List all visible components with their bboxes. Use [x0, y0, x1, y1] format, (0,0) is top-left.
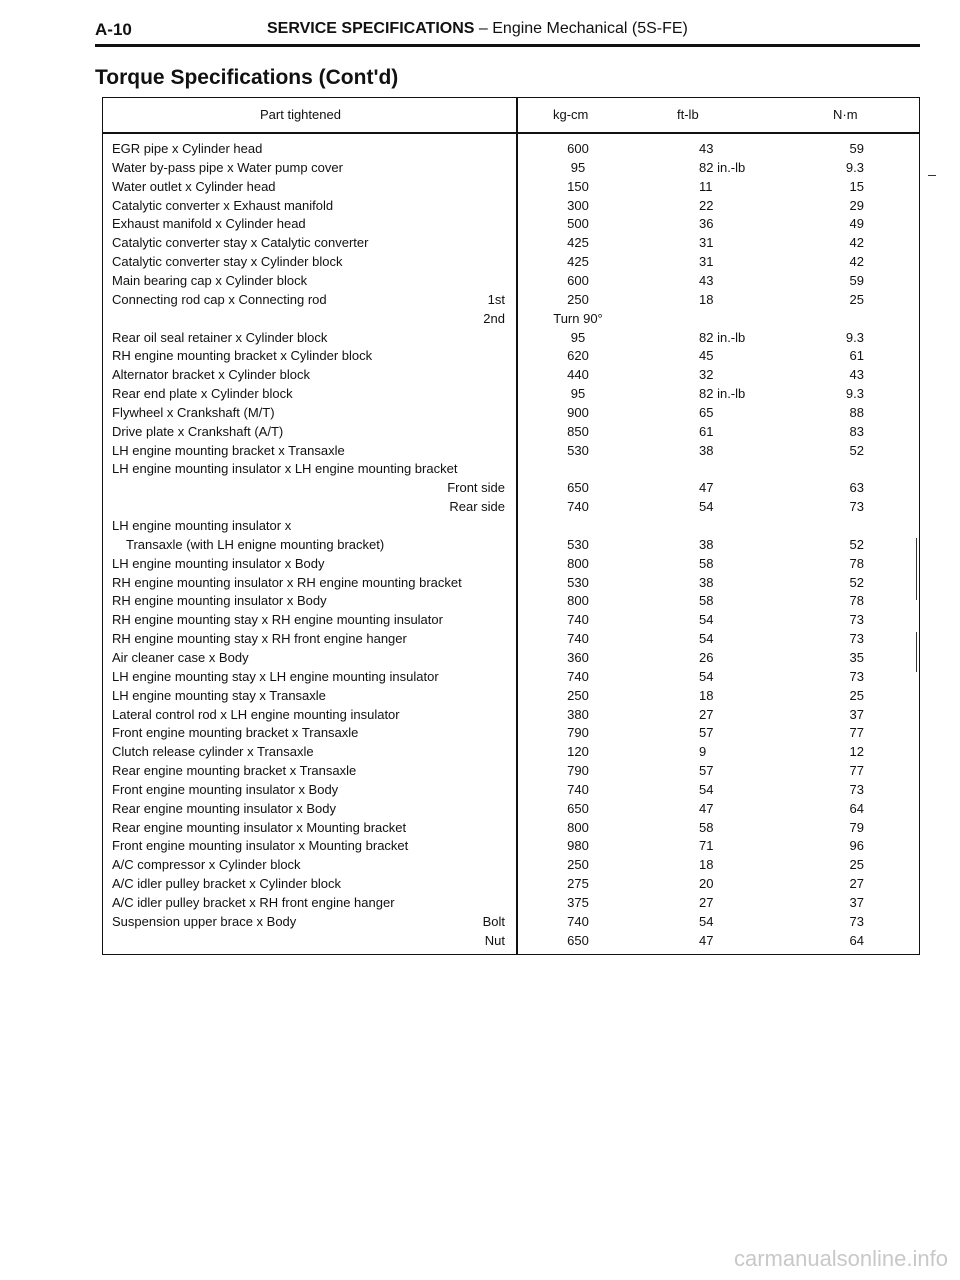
value-kgcm: 800: [567, 819, 589, 835]
value-nm: 25: [849, 687, 864, 703]
part-name: A/C idler pulley bracket x Cylinder block: [112, 876, 342, 892]
table-row: [0, 782, 960, 801]
table-row: [0, 575, 960, 594]
value-nm: 78: [849, 555, 864, 571]
value-kgcm: 275: [567, 876, 589, 892]
value-ftlb: 26: [699, 649, 714, 665]
value-kgcm: 95: [570, 329, 586, 345]
value-kgcm: 740: [567, 499, 589, 515]
value-nm: 73: [849, 499, 864, 515]
value-ftlb: 20: [699, 876, 714, 892]
value-nm: 35: [849, 649, 864, 665]
value-ftlb: 22: [699, 197, 714, 213]
table-row: [0, 556, 960, 575]
table-row: [0, 443, 960, 462]
value-kgcm: 360: [567, 649, 589, 665]
table-row: [0, 216, 960, 235]
part-name: Air cleaner case x Body: [112, 649, 249, 665]
part-name: Catalytic converter stay x Cylinder block: [112, 254, 343, 270]
table-row: [0, 763, 960, 782]
value-ftlb: 38: [699, 442, 714, 458]
table-row: [0, 933, 960, 952]
value-nm: 42: [849, 235, 864, 251]
value-nm: 73: [849, 668, 864, 684]
table-row: [0, 801, 960, 820]
value-nm: 73: [849, 612, 864, 628]
part-name: Water outlet x Cylinder head: [112, 178, 276, 194]
header-title-bold: SERVICE SPECIFICATIONS: [267, 20, 475, 37]
value-kgcm: 120: [567, 744, 589, 760]
header-ftlb: ft-lb: [677, 107, 699, 122]
table-row: [0, 292, 960, 311]
value-nm: 88: [849, 404, 864, 420]
value-ftlb: 18: [699, 687, 714, 703]
value-nm: 49: [849, 216, 864, 232]
value-nm: 83: [849, 423, 864, 439]
table-row: [0, 499, 960, 518]
value-kgcm: 650: [567, 800, 589, 816]
table-row: [0, 744, 960, 763]
part-stage: Front side: [447, 480, 505, 496]
table-row: [0, 669, 960, 688]
part-name: LH engine mounting insulator x Body: [112, 555, 325, 571]
part-name: Front engine mounting insulator x Mounting bracket: [112, 838, 409, 854]
part-name: Front engine mounting insulator x Body: [112, 781, 339, 797]
value-kgcm: 740: [567, 668, 589, 684]
table-row: [0, 424, 960, 443]
table-row: [0, 461, 960, 480]
value-ftlb: 57: [699, 725, 714, 741]
value-ftlb: 11: [699, 178, 713, 194]
value-kgcm: 425: [567, 235, 589, 251]
part-name: LH engine mounting insulator x: [112, 518, 292, 533]
value-ftlb: 54: [699, 612, 714, 628]
value-ftlb: 38: [699, 574, 714, 590]
value-nm: 59: [849, 141, 864, 156]
part-name: Main bearing cap x Cylinder block: [112, 272, 308, 288]
table-row: [0, 876, 960, 895]
value-kgcm: 500: [567, 216, 589, 232]
part-name: LH engine mounting insulator x LH engine mounting bracket: [112, 461, 458, 477]
value-kgcm: 250: [567, 857, 589, 873]
value-kgcm: 250: [567, 291, 589, 307]
value-kgcm: 530: [567, 536, 589, 552]
value-kgcm: 95: [570, 159, 586, 175]
part-name: RH engine mounting insulator x RH engine mounting bracket: [112, 574, 462, 590]
value-kgcm: 900: [567, 404, 589, 420]
table-row: [0, 838, 960, 857]
value-kgcm: 440: [567, 367, 589, 383]
margin-bar: [916, 632, 917, 672]
value-kgcm: 740: [567, 631, 589, 647]
part-name: Catalytic converter stay x Catalytic converter: [112, 235, 369, 251]
value-nm: 42: [849, 254, 864, 270]
table-row: [0, 820, 960, 839]
value-ftlb: 82 in.-lb: [699, 386, 746, 402]
watermark: carmanualsonline.info: [733, 1246, 948, 1271]
value-ftlb: 43: [699, 141, 714, 156]
part-stage: 2nd: [483, 310, 505, 326]
part-name: RH engine mounting stay x RH engine mounting insulator: [112, 612, 443, 628]
part-name: Transaxle (with LH enigne mounting bracket): [126, 536, 385, 552]
value-nm: 79: [849, 819, 864, 835]
page-header: [95, 20, 920, 46]
table-row: [0, 895, 960, 914]
part-stage: Nut: [484, 932, 505, 948]
part-stage: 1st: [487, 291, 505, 307]
part-name: LH engine mounting stay x LH engine mounting insulator: [112, 668, 439, 684]
margin-bar: [916, 538, 917, 600]
part-name: Water by-pass pipe x Water pump cover: [112, 159, 343, 175]
part-name: Exhaust manifold x Cylinder head: [112, 216, 306, 232]
value-nm: 73: [849, 781, 864, 797]
value-kgcm: 790: [567, 763, 589, 779]
value-ftlb: 82 in.-lb: [699, 329, 746, 345]
part-name: Suspension upper brace x Body: [112, 913, 297, 929]
value-nm: 52: [849, 574, 864, 590]
value-kgcm: 95: [570, 386, 586, 402]
value-nm: 15: [849, 178, 864, 194]
value-kgcm: 800: [567, 593, 589, 609]
part-name: Alternator bracket x Cylinder block: [112, 367, 310, 383]
value-kgcm: 740: [567, 612, 589, 628]
value-ftlb: 71: [699, 838, 714, 854]
page-number: A-10: [95, 20, 132, 39]
value-ftlb: 31: [699, 235, 714, 251]
value-nm: 96: [849, 838, 864, 854]
table-row: [0, 914, 960, 933]
part-name: Catalytic converter x Exhaust manifold: [112, 197, 334, 213]
value-ftlb: 47: [699, 932, 714, 948]
value-kgcm: 600: [567, 272, 589, 288]
part-name: Rear engine mounting insulator x Mounting bracket: [112, 819, 407, 835]
value-ftlb: 27: [699, 706, 714, 722]
table-row: [0, 198, 960, 217]
value-nm: 64: [849, 800, 864, 816]
value-ftlb: 82 in.-lb: [699, 159, 746, 175]
value-nm: 77: [849, 725, 864, 741]
part-name: LH engine mounting bracket x Transaxle: [112, 442, 345, 458]
part-name: RH engine mounting bracket x Cylinder block: [112, 348, 373, 364]
table-row: [0, 707, 960, 726]
value-nm: 25: [849, 857, 864, 873]
table-row: [0, 593, 960, 612]
table-row: [0, 688, 960, 707]
value-ftlb: 58: [699, 819, 714, 835]
value-kgcm: 380: [567, 706, 589, 722]
value-nm: 52: [849, 536, 864, 552]
value-kgcm: 800: [567, 555, 589, 571]
part-name: A/C idler pulley bracket x RH front engine hanger: [112, 895, 395, 910]
value-nm: 9.3: [845, 329, 864, 345]
margin-mark: [928, 175, 936, 176]
table-row: [0, 254, 960, 273]
part-stage: Bolt: [482, 913, 505, 929]
table-row: [0, 725, 960, 744]
table-row: [0, 367, 960, 386]
value-ftlb: 58: [699, 555, 714, 571]
value-kgcm: 850: [567, 423, 589, 439]
part-name: RH engine mounting insulator x Body: [112, 593, 327, 609]
part-name: Connecting rod cap x Connecting rod: [112, 291, 327, 307]
table-row: [0, 612, 960, 631]
value-nm: 63: [849, 480, 864, 496]
part-name: Rear engine mounting bracket x Transaxle: [112, 763, 357, 779]
table-row: [0, 311, 960, 330]
value-kgcm: 600: [567, 141, 589, 156]
value-ftlb: 47: [699, 480, 714, 496]
value-ftlb: 57: [699, 763, 714, 779]
value-ftlb: 54: [699, 781, 714, 797]
section-title: Torque Specifications (Cont'd): [95, 66, 399, 89]
value-ftlb: 43: [699, 272, 714, 288]
header-kgcm: kg-cm: [553, 107, 589, 122]
table-row: [0, 631, 960, 650]
table-header-divider: [102, 132, 920, 134]
value-nm: 37: [849, 706, 864, 722]
value-nm: 12: [849, 744, 864, 760]
part-name: Lateral control rod x LH engine mounting insulator: [112, 706, 400, 722]
value-kgcm: 530: [567, 442, 589, 458]
header-part-tightened: Part tightened: [260, 107, 341, 122]
value-ftlb: 45: [699, 348, 714, 364]
value-ftlb: 9: [699, 744, 707, 760]
header-title-rest: – Engine Mechanical (5S-FE): [474, 20, 688, 37]
part-name: A/C compressor x Cylinder block: [112, 857, 301, 873]
value-nm: 73: [849, 631, 864, 647]
value-kgcm: 530: [567, 574, 589, 590]
value-ftlb: 38: [699, 536, 714, 552]
part-name: EGR pipe x Cylinder head: [112, 141, 263, 156]
part-name: Flywheel x Crankshaft (M/T): [112, 404, 275, 420]
value-nm: 27: [849, 876, 864, 892]
value-ftlb: 54: [699, 913, 714, 929]
header-title: [267, 20, 688, 38]
table-row: [0, 518, 960, 537]
value-ftlb: 54: [699, 499, 714, 515]
value-nm: 59: [849, 272, 864, 288]
table-row: [0, 405, 960, 424]
value-nm: 52: [849, 442, 864, 458]
table-row: [0, 857, 960, 876]
value-ftlb: 58: [699, 593, 714, 609]
value-nm: 29: [849, 197, 864, 213]
value-kgcm: 790: [567, 725, 589, 741]
value-nm: 78: [849, 593, 864, 609]
value-nm: 25: [849, 291, 864, 307]
table-row: [0, 141, 960, 160]
value-kgcm: 425: [567, 254, 589, 270]
value-nm: 64: [849, 932, 864, 948]
value-ftlb: 18: [699, 291, 714, 307]
value-ftlb: 54: [699, 631, 714, 647]
value-ftlb: 65: [699, 404, 714, 420]
part-name: RH engine mounting stay x RH front engine hanger: [112, 631, 407, 647]
part-name: Rear end plate x Cylinder block: [112, 386, 293, 402]
part-name: Rear engine mounting insulator x Body: [112, 800, 337, 816]
part-name: Front engine mounting bracket x Transaxle: [112, 725, 359, 741]
table-row: [0, 348, 960, 367]
table-row: [0, 330, 960, 349]
value-nm: 43: [849, 367, 864, 383]
table-row: [0, 537, 960, 556]
value-ftlb: 36: [699, 216, 714, 232]
value-kgcm: 250: [567, 687, 589, 703]
value-nm: 73: [849, 913, 864, 929]
header-nm: N·m: [833, 107, 858, 122]
table-row: [0, 235, 960, 254]
value-kgcm: 150: [567, 178, 589, 194]
value-ftlb: 18: [699, 857, 714, 873]
value-kgcm: 980: [567, 838, 589, 854]
value-ftlb: 32: [699, 367, 714, 383]
table-row: [0, 650, 960, 669]
value-ftlb: 61: [699, 423, 714, 439]
value-kgcm: 740: [567, 913, 589, 929]
value-kgcm: 620: [567, 348, 589, 364]
part-stage: Rear side: [449, 499, 505, 515]
value-nm: 9.3: [845, 159, 864, 175]
value-nm: 77: [849, 763, 864, 779]
part-name: Rear oil seal retainer x Cylinder block: [112, 329, 328, 345]
table-row: [0, 273, 960, 292]
value-nm: 9.3: [845, 386, 864, 402]
part-name: Drive plate x Crankshaft (A/T): [112, 423, 284, 439]
part-name: Clutch release cylinder x Transaxle: [112, 744, 314, 760]
value-nm: 61: [849, 348, 864, 364]
value-kgcm: 650: [567, 932, 589, 948]
value-kgcm: Turn 90°: [553, 310, 603, 326]
value-kgcm: 375: [567, 895, 589, 910]
value-kgcm: 650: [567, 480, 589, 496]
value-ftlb: 47: [699, 800, 714, 816]
table-row: [0, 480, 960, 499]
header-rule: [95, 44, 920, 47]
value-ftlb: 31: [699, 254, 714, 270]
value-nm: 37: [849, 895, 864, 910]
table-row: [0, 160, 960, 179]
table-row: [0, 386, 960, 405]
value-kgcm: 740: [567, 781, 589, 797]
part-name: LH engine mounting stay x Transaxle: [112, 687, 326, 703]
value-ftlb: 27: [699, 895, 714, 910]
value-kgcm: 300: [567, 197, 589, 213]
table-row: [0, 179, 960, 198]
value-ftlb: 54: [699, 668, 714, 684]
